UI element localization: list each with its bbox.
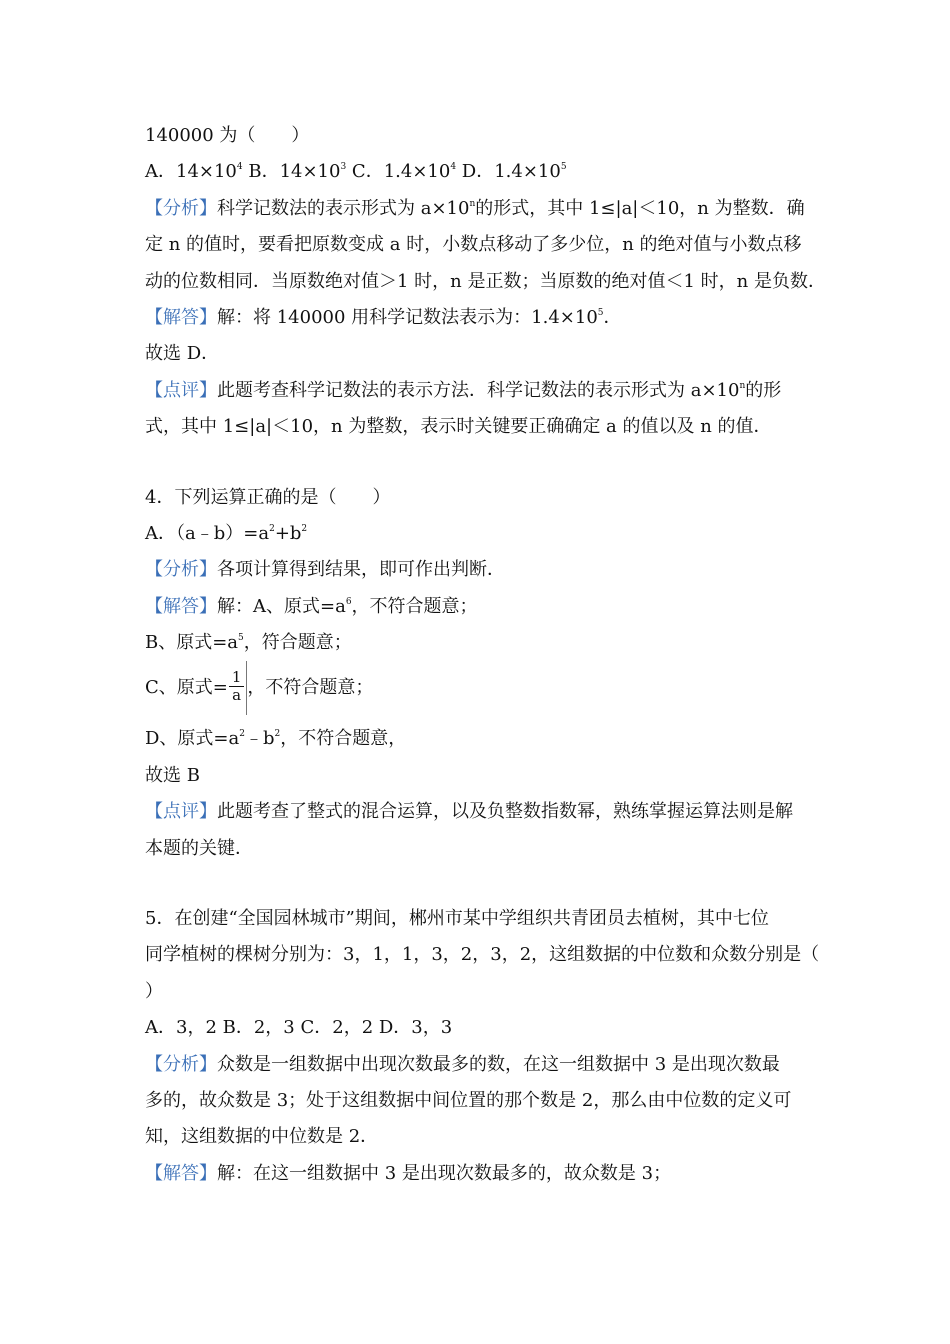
answer-tag: 【解答】 xyxy=(145,1162,217,1184)
q5-answer: 【解答】解：在这一组数据中 3 是出现次数最多的，故众数是 3； xyxy=(145,1162,672,1184)
q3-choice: 故选 D． xyxy=(145,343,220,365)
comment-tag: 【点评】 xyxy=(145,379,217,401)
q4-comment-line-1: 【点评】此题考查了整式的混合运算，以及负整数指数幂，熟练掌握运算法则是解 xyxy=(145,801,793,823)
q3-comment-line-2: 式，其中 1≤|a|＜10，n 为整数，表示时关键要正确确定 a 的值以及 n 的值． xyxy=(145,416,772,438)
q3-answer: 【解答】解：将 140000 用科学记数法表示为：$1.4\times 10^5$． xyxy=(145,306,622,328)
document-page xyxy=(145,118,825,1192)
q4-option-a: A．$(a﹣b)=a^2+b^2$ xyxy=(145,522,308,544)
q5-analysis-line-2: 多的，故众数是 3；处于这组数据中间位置的那个数是 2，那么由中位数的定义可 xyxy=(145,1089,792,1111)
q4-answer-d: D、原式$=a^2﹣b^2$，不符合题意， xyxy=(145,728,407,750)
q4-stem: 4．下列运算正确的是（ ） xyxy=(145,486,391,508)
q5-analysis-line-1: 【分析】众数是一组数据中出现次数最多的数，在这一组数据中 3 是出现次数最 xyxy=(145,1053,780,1075)
q3-analysis-line-3: 动的位数相同．当原数绝对值＞1 时，n 是正数；当原数的绝对值＜1 时，n 是负数． xyxy=(145,270,826,292)
q3-stem-tail: 140000 为（ ） xyxy=(145,125,310,146)
fraction-numerator: 1 xyxy=(229,669,245,687)
q5-options: A．3，2 B．2，3 C．2，2 D．3，3 xyxy=(145,1017,453,1039)
q5-stem-line-1: 5．在创建“全国园林城市”期间，郴州市某中学组织共青团员去植树，其中七位 xyxy=(145,908,769,930)
q4-answer-b: B、原式$=a^5$，符合题意； xyxy=(145,632,352,654)
q4-analysis: 【分析】各项计算得到结果，即可作出判断． xyxy=(145,559,505,581)
spacer xyxy=(145,867,825,901)
q3-options: A．$14\times 10^4$ B．$14\times 10^3$ C．$1.4\times 10^4$ D．$1.4\times 10^5$ xyxy=(145,161,567,183)
q4-answer-a: 【解答】解：A、原式$=a^6$，不符合题意； xyxy=(145,595,478,617)
q5-stem-line-3: ） xyxy=(145,980,163,1002)
q4-choice: 故选 B xyxy=(145,764,200,786)
analysis-tag: 【分析】 xyxy=(145,559,217,581)
answer-tag: 【解答】 xyxy=(145,306,217,328)
q3-analysis-line-2: 定 n 的值时，要看把原数变成 a 时，小数点移动了多少位，n 的绝对值与小数点移 xyxy=(145,234,802,256)
answer-tag: 【解答】 xyxy=(145,595,217,617)
q5-stem-line-2: 同学植树的棵树分别为：3，1，1，3，2，3，2，这组数据的中位数和众数分别是（ xyxy=(145,944,820,966)
fraction xyxy=(228,661,248,715)
q4-answer-c: C、原式= $\frac{1}{a}$ ，不符合题意； xyxy=(145,661,825,715)
analysis-tag: 【分析】 xyxy=(145,1053,217,1075)
spacer xyxy=(145,446,825,480)
q4-comment-line-2: 本题的关键． xyxy=(145,837,253,859)
comment-tag: 【点评】 xyxy=(145,801,217,823)
q3-comment-line-1: 【点评】此题考查科学记数法的表示方法．科学记数法的表示形式为 $a\times 10^n$的形 xyxy=(145,379,782,401)
q3-analysis-line-1: 【分析】科学记数法的表示形式为 $a\times 10^n$的形式，其中 1≤|a|＜10，n 为整数．确 xyxy=(145,197,805,219)
analysis-tag: 【分析】 xyxy=(145,197,217,219)
fraction-denominator: a xyxy=(232,685,242,704)
q5-analysis-line-3: 知，这组数据的中位数是 2． xyxy=(145,1126,379,1148)
